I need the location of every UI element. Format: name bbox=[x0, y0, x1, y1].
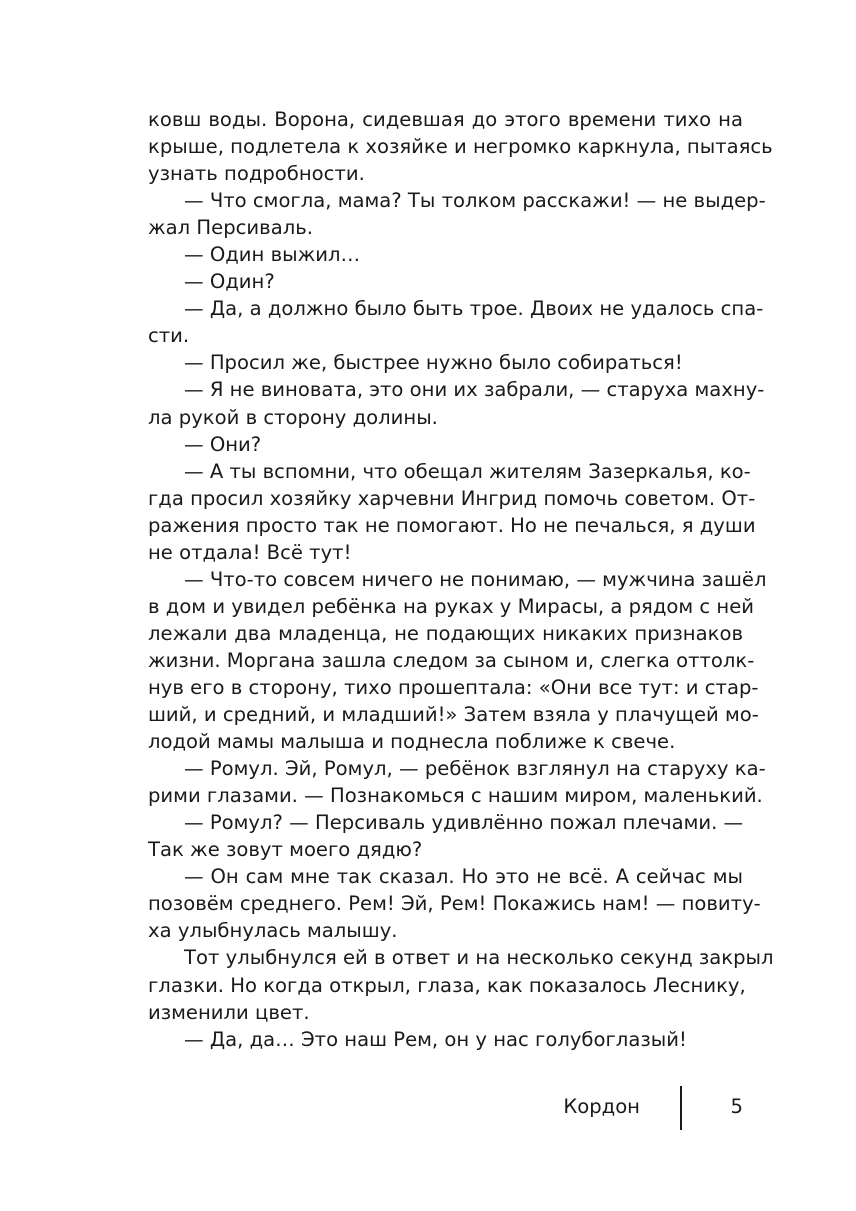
text-line: ражения просто так не помогают. Но не печалься, я души bbox=[148, 513, 756, 537]
text-line: жал Персиваль. bbox=[148, 216, 313, 240]
text-line: — А ты вспомни, что обещал жителям Зазеркалья, ко- bbox=[184, 459, 751, 483]
text-line: — Я не виновата, это они их забрали, — старуха махну- bbox=[184, 378, 765, 402]
text-line: узнать подробности. bbox=[148, 162, 365, 186]
text-line: — Что смогла, мама? Ты толком расскажи! — не выдер- bbox=[184, 189, 766, 213]
footer-divider bbox=[680, 1086, 682, 1130]
body-text bbox=[148, 106, 774, 1053]
text-line: нув его в сторону, тихо прошептала: «Они все тут: и стар- bbox=[148, 675, 759, 699]
text-line: лодой мамы малыша и поднесла поближе к свече. bbox=[148, 730, 676, 754]
text-line: — Один? bbox=[184, 270, 275, 294]
text-line: — Что-то совсем ничего не понимаю, — мужчина зашёл bbox=[184, 567, 767, 591]
text-line: ковш воды. Ворона, сидевшая до этого времени тихо на bbox=[148, 108, 743, 131]
text-line: — Он сам мне так сказал. Но это не всё. А сейчас мы bbox=[184, 865, 743, 889]
text-line: — Ромул? — Персиваль удивлённо пожал плечами. — bbox=[184, 811, 744, 835]
text-line: Так же зовут моего дядю? bbox=[148, 838, 423, 862]
text-line: — Ромул. Эй, Ромул, — ребёнок взглянул на старуху ка- bbox=[184, 757, 766, 781]
text-line: крыше, подлетела к хозяйке и негромко каркнула, пытаясь bbox=[148, 135, 773, 159]
text-line: не отдала! Всё тут! bbox=[148, 540, 352, 564]
text-line: — Просил же, быстрее нужно было собираться! bbox=[184, 351, 683, 375]
text-line: лежали два младенца, не подающих никаких признаков bbox=[148, 621, 743, 645]
text-line: — Да, а должно было быть трое. Двоих не удалось спа- bbox=[184, 297, 764, 321]
text-line: позовём среднего. Рем! Эй, Рем! Покажись нам! — повиту- bbox=[148, 892, 761, 916]
text-line: изменили цвет. bbox=[148, 1000, 310, 1024]
text-line: рими глазами. — Познакомься с нашим миром, маленький. bbox=[148, 784, 763, 808]
text-line: — Они? bbox=[184, 432, 262, 456]
text-line: глазки. Но когда открыл, глаза, как показалось Леснику, bbox=[148, 973, 746, 997]
text-line: — Да, да… Это наш Рем, он у нас голубоглазый! bbox=[184, 1027, 687, 1051]
text-line: гда просил хозяйку харчевни Ингрид помочь советом. От- bbox=[148, 486, 756, 510]
text-line: ла рукой в сторону долины. bbox=[148, 405, 438, 429]
page-number: 5 bbox=[730, 1095, 743, 1118]
text-line: в дом и увидел ребёнка на руках у Мирасы, а рядом с ней bbox=[148, 594, 754, 618]
text-line: ха улыбнулась малышу. bbox=[148, 919, 398, 943]
text-line: ший, и средний, и младший!» Затем взяла у плачущей мо- bbox=[148, 703, 759, 727]
running-footer-title: Кордон bbox=[563, 1095, 640, 1118]
text-line: сти. bbox=[148, 324, 190, 348]
text-line: Тот улыбнулся ей в ответ и на несколько секунд закрыл bbox=[184, 946, 774, 970]
text-line: жизни. Моргана зашла следом за сыном и, слегка оттолк- bbox=[148, 648, 755, 672]
text-line: — Один выжил… bbox=[184, 243, 361, 267]
